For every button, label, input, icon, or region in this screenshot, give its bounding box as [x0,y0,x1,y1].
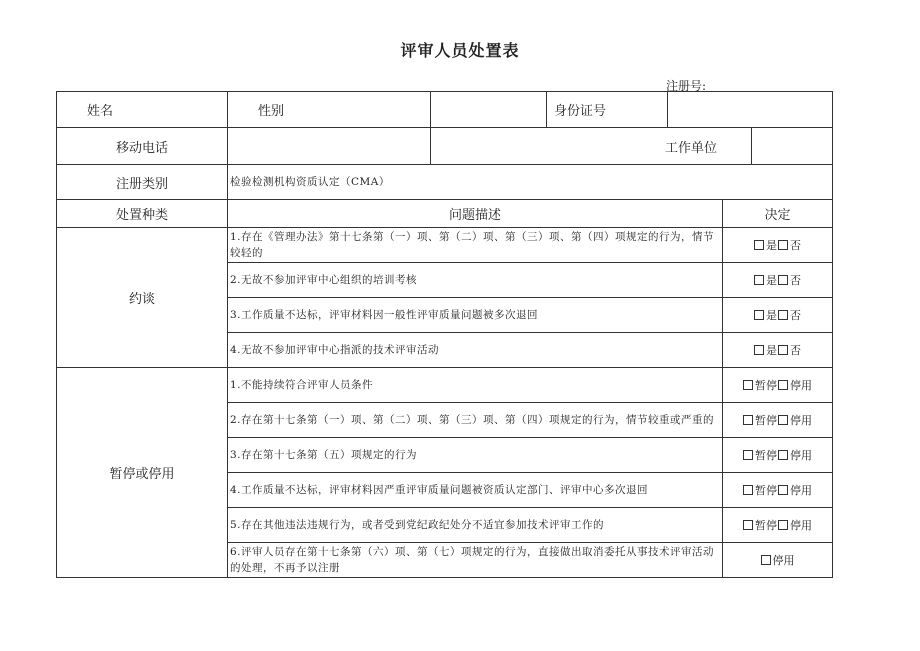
suspend-option-label: 暂停 [755,484,777,497]
no-checkbox[interactable] [778,275,788,285]
id-cell [547,92,833,128]
disposal-table [56,91,833,578]
issue-text: 2.存在第十七条第（一）项、第（二）项、第（三）项、第（四）项规定的行为，情节较重或严重的 [228,403,723,438]
work-unit-value-input[interactable] [752,128,832,164]
table-row [57,368,833,403]
disable-option-label: 停用 [790,449,812,462]
yes-checkbox[interactable] [754,345,764,355]
suspend-checkbox[interactable] [743,380,753,390]
no-option-label: 否 [790,239,801,252]
suspend-checkbox[interactable] [743,415,753,425]
no-checkbox[interactable] [778,240,788,250]
table-row [57,128,833,165]
name-value-cell[interactable] [228,92,431,128]
decision-cell [723,263,833,298]
disable-checkbox[interactable] [778,415,788,425]
category-header: 处置种类 [57,200,228,228]
suspend-option-label: 暂停 [755,414,777,427]
phone-label: 移动电话 [115,140,168,156]
table-row [57,165,833,200]
table-row [57,92,833,128]
issue-text: 6.评审人员存在第十七条第（六）项、第（七）项规定的行为，直接做出取消委托从事技术评审活动的处理，不再予以注册 [228,543,723,578]
yes-checkbox[interactable] [754,310,764,320]
issue-header: 问题描述 [228,200,723,228]
yes-checkbox[interactable] [754,240,764,250]
issue-text: 3.存在第十七条第（五）项规定的行为 [228,438,723,473]
decision-header: 决定 [723,200,833,228]
yes-option-label: 是 [766,344,777,357]
reg-type-label: 注册类别 [115,176,168,192]
name-label: 姓名 [87,104,114,119]
disable-option-label: 停用 [772,554,795,567]
yes-option-label: 是 [766,309,777,322]
gender-value-cell[interactable] [431,92,547,128]
suspend-option-label: 暂停 [755,379,777,392]
disable-checkbox[interactable] [761,555,771,565]
issue-text: 3.工作质量不达标，评审材料因一般性评审质量问题被多次退回 [228,298,723,333]
decision-cell [723,473,833,508]
id-label: 身份证号 [554,104,607,119]
no-checkbox[interactable] [778,310,788,320]
disable-checkbox[interactable] [778,450,788,460]
decision-cell [723,403,833,438]
decision-cell [723,368,833,403]
disable-checkbox[interactable] [778,380,788,390]
no-checkbox[interactable] [778,345,788,355]
no-option-label: 否 [790,344,801,357]
disable-option-label: 停用 [790,379,812,392]
yes-option-label: 是 [766,274,777,287]
gender-label: 性别 [258,104,285,119]
suspend-checkbox[interactable] [743,450,753,460]
id-value-input[interactable] [668,92,832,127]
decision-cell [723,438,833,473]
no-option-label: 否 [790,309,801,322]
issue-text: 5.存在其他违法违规行为，或者受到党纪政纪处分不适宜参加技术评审工作的 [228,508,723,543]
decision-cell [723,228,833,263]
disable-option-label: 停用 [790,414,812,427]
issue-text: 1.不能持续符合评审人员条件 [228,368,723,403]
yes-checkbox[interactable] [754,275,764,285]
decision-cell [723,508,833,543]
no-option-label: 否 [790,274,801,287]
suspend-checkbox[interactable] [743,520,753,530]
issue-text: 1.存在《管理办法》第十七条第（一）项、第（二）项、第（三）项、第（四）项规定的行为，情节较轻的 [228,228,723,263]
phone-label-cell [57,128,228,165]
reg-type-label-cell [57,165,228,200]
disable-checkbox[interactable] [778,520,788,530]
work-unit-label: 工作单位 [665,140,718,156]
suspend-option-label: 暂停 [755,449,777,462]
reg-type-value: 检验检测机构资质认定（CMA） [228,165,833,200]
disable-option-label: 停用 [790,484,812,497]
issue-text: 2.无故不参加评审中心组织的培训考核 [228,263,723,298]
name-label-cell [57,92,228,128]
disable-option-label: 停用 [790,519,812,532]
suspend-option-label: 暂停 [755,519,777,532]
suspend-category: 暂停或停用 [57,368,228,578]
decision-cell [723,298,833,333]
decision-cell [723,333,833,368]
issue-text: 4.无故不参加评审中心指派的技术评审活动 [228,333,723,368]
issue-text: 4.工作质量不达标，评审材料因严重评审质量问题被资质认定部门、评审中心多次退回 [228,473,723,508]
interview-category: 约谈 [57,228,228,368]
decision-cell [723,543,833,578]
disable-checkbox[interactable] [778,485,788,495]
registration-number-label: 注册号: [666,79,707,93]
work-unit-cell [431,128,833,165]
page-title: 评审人员处置表 [400,41,520,60]
table-row [57,228,833,263]
phone-value-input[interactable] [228,128,431,165]
suspend-checkbox[interactable] [743,485,753,495]
yes-option-label: 是 [766,239,777,252]
table-header-row [57,200,833,228]
